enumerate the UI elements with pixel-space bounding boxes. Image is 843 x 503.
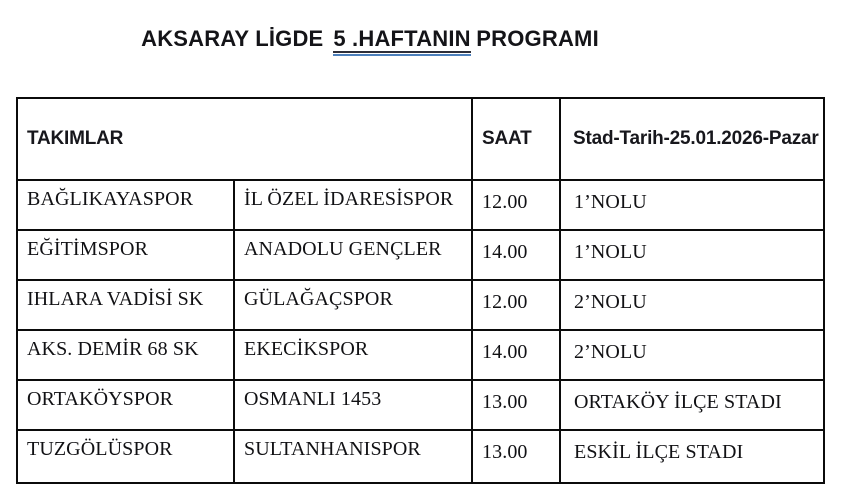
away-team-cell: GÜLAĞAÇSPOR (234, 280, 472, 330)
table-row (17, 380, 824, 430)
home-team-cell: IHLARA VADİSİ SK (17, 280, 234, 330)
time-cell: 14.00 (472, 230, 560, 280)
venue-cell: 2’NOLU (560, 330, 824, 380)
time-cell: 14.00 (472, 330, 560, 380)
header-venue: Stad-Tarih-25.01.2026-Pazar (560, 98, 824, 180)
time-cell: 13.00 (472, 380, 560, 430)
fixtures-table (16, 97, 825, 484)
venue-cell: 2’NOLU (560, 280, 824, 330)
table-header-row (17, 98, 824, 180)
away-team-cell: İL ÖZEL İDARESİSPOR (234, 180, 472, 230)
header-time: SAAT (472, 98, 560, 180)
venue-cell: ORTAKÖY İLÇE STADI (560, 380, 824, 430)
time-cell: 13.00 (472, 430, 560, 483)
away-team-cell: SULTANHANISPOR (234, 430, 472, 483)
title-underline-outer (333, 27, 470, 56)
page-title (0, 26, 740, 56)
home-team-cell: AKS. DEMİR 68 SK (17, 330, 234, 380)
table-row (17, 180, 824, 230)
venue-cell: 1’NOLU (560, 180, 824, 230)
home-team-cell: TUZGÖLÜSPOR (17, 430, 234, 483)
home-team-cell: ORTAKÖYSPOR (17, 380, 234, 430)
header-teams: TAKIMLAR (17, 98, 472, 180)
table-row (17, 280, 824, 330)
home-team-cell: EĞİTİMSPOR (17, 230, 234, 280)
away-team-cell: EKECİKSPOR (234, 330, 472, 380)
table-row (17, 430, 824, 483)
venue-cell: ESKİL İLÇE STADI (560, 430, 824, 483)
table-row (17, 330, 824, 380)
title-underlined-text: 5 .HAFTANIN (333, 27, 470, 53)
home-team-cell: BAĞLIKAYASPOR (17, 180, 234, 230)
table-row (17, 230, 824, 280)
time-cell: 12.00 (472, 280, 560, 330)
title-prefix: AKSARAY LİGDE (141, 26, 324, 51)
away-team-cell: OSMANLI 1453 (234, 380, 472, 430)
time-cell: 12.00 (472, 180, 560, 230)
venue-cell: 1’NOLU (560, 230, 824, 280)
away-team-cell: ANADOLU GENÇLER (234, 230, 472, 280)
title-suffix: PROGRAMI (476, 26, 599, 51)
